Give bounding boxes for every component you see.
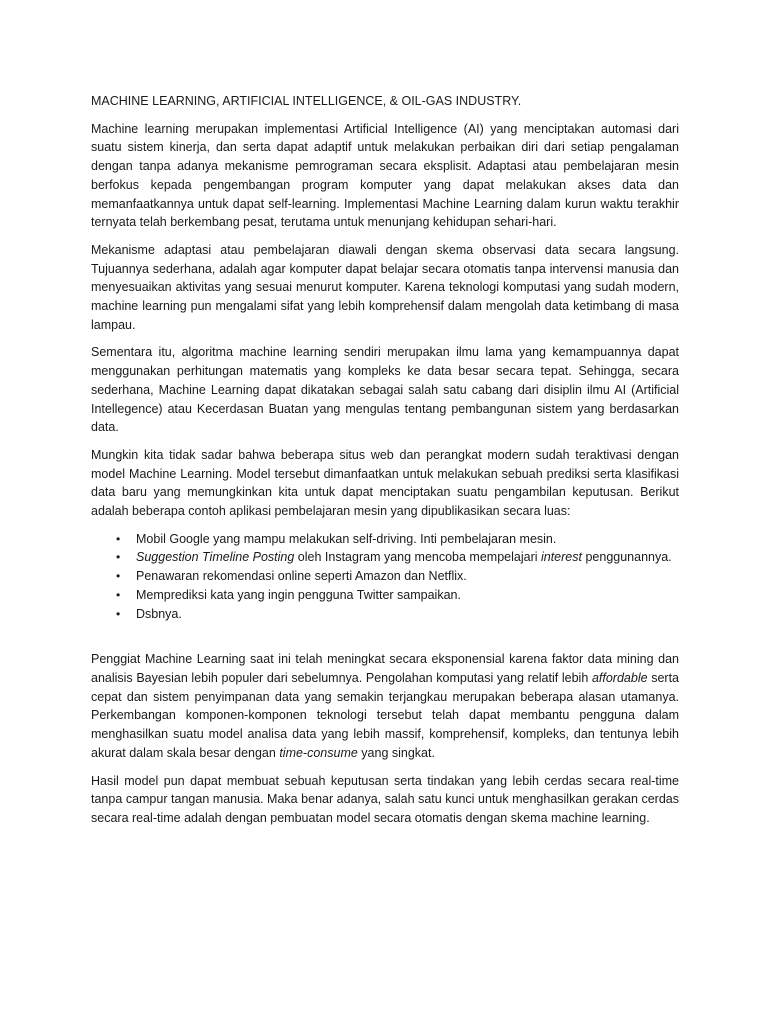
paragraph-text: yang singkat. xyxy=(357,745,435,760)
spacer xyxy=(91,632,679,650)
application-list xyxy=(91,530,679,624)
paragraph-6: Hasil model pun dapat membuat sebuah keputusan serta tindakan yang lebih cerdas secara real-time tanpa campur tangan manusia. Maka benar adanya, salah satu kunci untuk menghasilkan gerakan cerdas secara real-time adalah dengan pembuatan model secara otomatis dengan skema machine learning. xyxy=(91,773,679,825)
list-item xyxy=(91,586,679,605)
bullet-icon: • xyxy=(116,606,121,621)
list-item xyxy=(91,567,679,586)
list-item xyxy=(91,530,679,549)
list-item-text: Mobil Google yang mampu melakukan self-driving. Inti pembelajaran mesin. xyxy=(136,531,557,546)
paragraph-text: serta cepat dan sistem penyimpanan data yang semakin terjangkau merupakan beberapa alasan utamanya. Perkembangan komponen-komponen teknologi tersebut telah dapat membantu pengguna dalam menghasilkan suatu model analisa data yang lebih massif, komprehensif, kompleks, dan tentunya lebih akurat dalam skala besar dengan xyxy=(91,670,680,760)
bullet-icon: • xyxy=(116,550,121,565)
bullet-icon: • xyxy=(116,587,121,602)
list-item-emphasis: Suggestion Timeline Posting xyxy=(136,550,295,565)
paragraph-4: Mungkin kita tidak sadar bahwa beberapa situs web dan perangkat modern sudah teraktivasi dengan model Machine Learning. Model tersebut dimanfaatkan untuk melakukan sebuah prediksi serta klasifikasi data baru yang memungkinkan kita untuk dapat menciptakan suatu pengambilan keputusan. Berikut adalah beberapa contoh aplikasi pembelajaran mesin yang dipublikasikan secara luas: xyxy=(91,447,679,519)
paragraph-2: Mekanisme adaptasi atau pembelajaran diawali dengan skema observasi data secara langsung. Tujuannya sederhana, adalah agar komputer dapat belajar secara otomatis tanpa intervensi manusia dan menyesuaikan aktivitas yang sesuai menurut komputer. Karena teknologi komputasi yang sudah modern, machine learning pun mengalami sifat yang lebih komprehensif dalam mengolah data ketimbang di masa lampau. xyxy=(91,242,679,332)
paragraph-5 xyxy=(91,650,679,762)
paragraph-1: Machine learning merupakan implementasi Artificial Intelligence (AI) yang menciptakan automasi dari suatu sistem kinerja, dan serta dapat adaptif untuk melakukan perbaikan diri dari setiap pengalaman dengan tanpa adanya mekanisme pemrograman secara eksplisit. Adaptasi atau pembelajaran mesin berfokus kepada pengembangan program komputer yang dapat melakukan akses data dan memanfaatkannya untuk dapat self-learning. Implementasi Machine Learning dalam kurun waktu terakhir ternyata telah berkembang pesat, terutama untuk menunjang kehidupan sehari-hari. xyxy=(91,121,679,230)
list-item xyxy=(91,548,679,567)
paragraph-emphasis: affordable xyxy=(591,670,648,685)
paragraph-text: Penggiat Machine Learning saat ini telah meningkat secara eksponensial karena faktor data mining dan analisis Bayesian lebih populer dari sebelumnya. Pengolahan komputasi yang relatif lebih xyxy=(91,652,679,685)
list-item-text: penggunannya. xyxy=(581,550,672,565)
paragraph-3: Sementara itu, algoritma machine learning sendiri merupakan ilmu lama yang kemampuannya dapat menggunakan perhitungan matematis yang kompleks ke data besar secara tepat. Sehingga, secara sederhana, Machine Learning dapat dikatakan sebagai salah satu cabang dari disiplin ilmu AI (Artificial Intellegence) atau Kecerdasan Buatan yang mengulas tentang pembangunan sistem yang berdasarkan data. xyxy=(91,345,679,435)
document-page xyxy=(91,92,679,837)
list-item-emphasis: interest xyxy=(540,550,582,565)
list-item-text: Penawaran rekomendasi online seperti Amazon dan Netflix. xyxy=(136,569,467,584)
document-title: MACHINE LEARNING, ARTIFICIAL INTELLIGENCE, & OIL-GAS INDUSTRY. xyxy=(91,94,522,108)
bullet-icon: • xyxy=(116,531,121,546)
bullet-icon: • xyxy=(116,569,121,584)
list-item-text: oleh Instagram yang mencoba mempelajari xyxy=(294,550,541,565)
paragraph-emphasis: time-consume xyxy=(279,745,358,760)
list-item-text: Dsbnya. xyxy=(136,606,182,621)
list-item-text: Memprediksi kata yang ingin pengguna Twitter sampaikan. xyxy=(136,587,461,602)
list-item xyxy=(91,605,679,624)
